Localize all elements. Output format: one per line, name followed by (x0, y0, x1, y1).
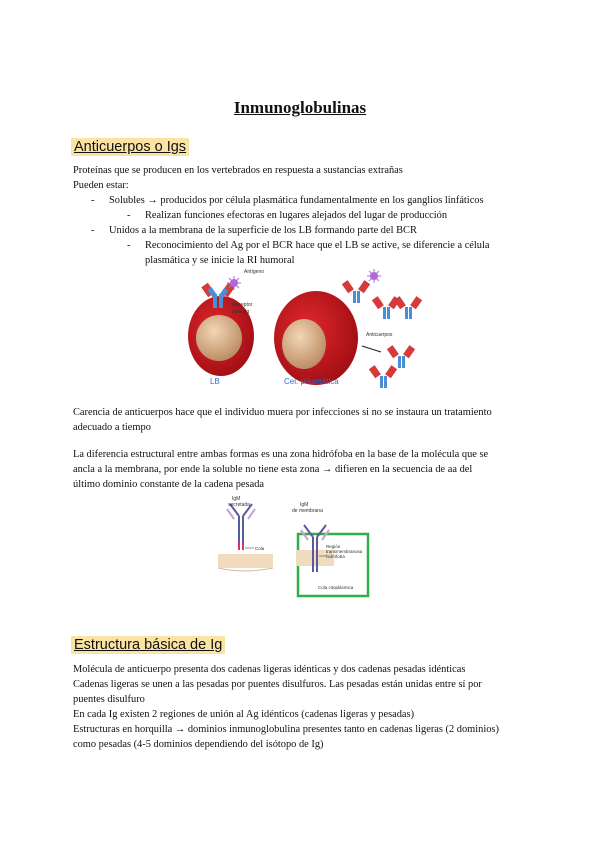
label-plasma: Cel. plasmática (284, 377, 339, 386)
sub-bullet-item: plasmática y se inicie la RI humoral (145, 255, 295, 266)
section-heading-anticuerpos: Anticuerpos o Igs (71, 138, 189, 156)
label-antigen: Antígeno (244, 269, 265, 275)
text-line: Proteínas que se producen en los vertebrados en respuesta a sustancias extrañas (73, 165, 403, 176)
text-line: ancla a la membrana, por ende la soluble no tiene esta zona → difieren en la secuencia de aa del (73, 464, 473, 475)
text-line: último dominio constante de la cadena pesada (73, 479, 265, 490)
plasma-nucleus (282, 319, 326, 369)
bullet-dash: - (91, 195, 95, 206)
arrow (362, 346, 381, 352)
label-igm-secreted: secretada (228, 502, 250, 508)
lb-nucleus (196, 315, 242, 361)
label-igm: IgM (232, 496, 241, 502)
page-title: Inmunoglobulinas (233, 98, 367, 117)
text-line: Carencia de anticuerpos hace que el individuo muera por infecciones si no se instaura un tratamiento (73, 407, 492, 418)
label-receptor: para Ag (232, 309, 250, 315)
text-line: Pueden estar: (73, 180, 129, 191)
text-line: Molécula de anticuerpo presenta dos cadenas ligeras idénticas y dos cadenas pesadas idénticas (73, 664, 466, 675)
label-cola-citoplasmica: Cola citoplásmica (318, 585, 354, 590)
figure-igm-forms (218, 492, 380, 600)
antibody-icon (369, 365, 397, 388)
label-receptor: Receptor (232, 302, 253, 308)
label-igm: IgM (300, 502, 309, 508)
text-line: En cada Ig existen 2 regiones de unión al Ag idénticos (cadenas ligeras y pesadas) (73, 709, 415, 720)
igm-secreted-icon (227, 504, 255, 550)
label-antibodies: Anticuerpos (366, 332, 393, 338)
antibody-icon (342, 280, 370, 303)
text-line: como pesadas (4-5 dominios dependiendo del isótopo de Ig) (73, 739, 324, 750)
text-line: puentes disulfuro (73, 694, 145, 705)
bullet-dash: - (91, 225, 95, 236)
antigen-icon (227, 276, 241, 290)
text-line: Cadenas ligeras se unen a las pesadas por puentes disulfuros. Las pesadas están unidas entre sí por (73, 679, 482, 690)
bullet-item: Unidos a la membrana de la superficie de los LB formando parte del BCR (109, 225, 417, 236)
sub-bullet-item: Reconocimiento del Ag por el BCR hace que el LB se active, se diferencie a célula (145, 240, 490, 251)
label-region: transmembranosa (326, 549, 363, 554)
bullet-item: Solubles → producidos por célula plasmática fundamentalmente en los ganglios linfáticos (109, 195, 484, 206)
membrane-band (218, 554, 273, 568)
antibody-icon (387, 345, 415, 368)
text-line: La diferencia estructural entre ambas formas es una zona hidrófoba en la base de la molécula que se (73, 449, 489, 460)
section-heading-estructura: Estructura básica de Ig (71, 636, 225, 654)
label-region: hidrófoba (326, 554, 345, 559)
sub-bullet-item: Realizan funciones efectoras en lugares alejados del lugar de producción (145, 210, 448, 221)
bullet-dash: - (127, 240, 131, 251)
figure-lb-plasma-cell (186, 266, 426, 392)
antibody-icon (394, 296, 422, 319)
label-igm-membrane: de membrana (292, 508, 323, 514)
antigen-icon (367, 269, 381, 283)
label-region: Región (326, 544, 341, 549)
label-lb: LB (210, 377, 220, 386)
label-cola: Cola (255, 546, 265, 551)
text-line: adecuado a tiempo (73, 422, 151, 433)
bullet-dash: - (127, 210, 131, 221)
text-line: Estructuras en horquilla → dominios inmunoglobulina presentes tanto en cadenas ligeras (2 dominios) (73, 724, 499, 735)
